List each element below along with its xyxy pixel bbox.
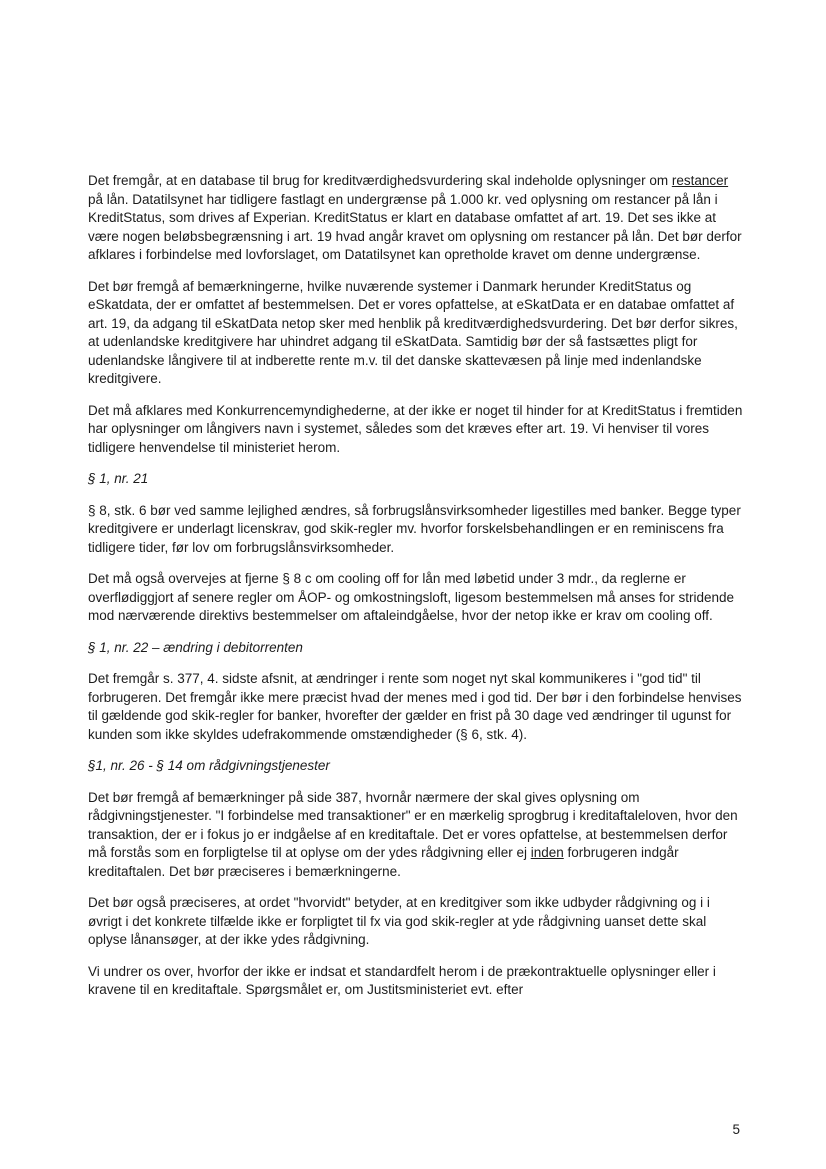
text-run: Det fremgår s. 377, 4. sidste afsnit, at ændringer i rente som noget nyt skal kommunikeres i "god tid" til forbrugeren. Det fremgår ikke mere præcist hvad der menes med i god tid. Der bør i den forbindelse henvises til gældende god skik-regler for banker, hvorefter der gælder en frist på 30 dage ved ændringer til ugunst for kunden som ikke skyldes udefrakommende omstændigheder (§ 6, stk. 4).	[88, 671, 742, 742]
text-run: § 8, stk. 6 bør ved samme lejlighed ændres, så forbrugslånsvirksomheder ligestilles med banker. Begge typer kreditgivere er underlagt licenskrav, god skik-regler mv. hvorfor forskelsbehandlingen er en reminiscens fra tidligere tider, før lov om forbrugslånsvirksomheder.	[88, 502, 741, 555]
paragraph	[88, 963, 744, 1000]
text-run: Det må også overvejes at fjerne § 8 c om cooling off for lån med løbetid under 3 mdr., da reglerne er overflødiggjort af senere regler om ÅOP- og omkostningsloft, ligesom bestemmelsen må anses for stridende mod nærværende direktivs bestemmelser om aftaleindgåelse, hvor der netop ikke er krav om cooling off.	[88, 571, 735, 623]
page-number: 5	[732, 1122, 740, 1137]
text-run: Det fremgår, at en database til brug for kreditværdighedsvurdering skal indeholde oplysninger om	[88, 173, 672, 188]
text-run: § 1, nr. 21	[88, 471, 149, 486]
text-run: forbrugeren indgår kreditaftalen. Det bør præciseres i bemærkningerne.	[88, 845, 679, 879]
paragraph	[88, 402, 744, 458]
paragraph	[88, 894, 744, 950]
text-run: Det bør også præciseres, at ordet "hvorvidt" betyder, at en kreditgiver som ikke udbyder rådgivning og i i øvrigt i det konkrete tilfælde ikke er forpligtet til fx via god skik-regler at yde rådgivning uanset dette skal oplyse lånansøger, at der ikke ydes rådgivning.	[88, 895, 710, 947]
paragraph	[88, 789, 744, 882]
text-run: Vi undrer os over, hvorfor der ikke er indsat et standardfelt herom i de prækontraktuelle oplysninger eller i kravene til en kreditaftale. Spørgsmålet er, om Justitsministeriet evt. efter	[88, 963, 716, 997]
underlined-term: restancer	[671, 173, 729, 188]
paragraph	[88, 172, 744, 265]
text-run: på lån. Datatilsynet har tidligere fastlagt en undergrænse på 1.000 kr. ved oplysning om restancer på lån i KreditStatus, som drives af Experian. KreditStatus er klart en database omfattet af art. 19. Det ses ikke at være nogen beløbsbegrænsning i art. 19 hvad angår kravet om oplysning om restancer på lån. Det bør derfor afklares i forbindelse med lovforslaget, om Datatilsynet kan opretholde kravet om denne undergrænse.	[88, 191, 742, 262]
text-run: Det bør fremgå af bemærkninger på side 387, hvornår nærmere der skal gives oplysning om rådgivningstjenester. "I forbindelse med transaktioner" er en mærkelig sprogbrug i kreditaftaleloven, hvor den transaktion, der er i fokus jo er indgåelse af en kreditaftale. Det er vores opfattelse, at bestemmelsen derfor må forstås som en forpligtelse til at oplyse om der ydes rådgivning eller ej	[88, 789, 738, 860]
paragraph	[88, 670, 744, 744]
text-run: Det må afklares med Konkurrencemyndighederne, at der ikke er noget til hinder for at KreditStatus i fremtiden har oplysninger om långivers navn i systemet, således som det kræves efter art. 19. Vi henviser til vores tidligere henvendelse til ministeriet herom.	[88, 402, 743, 455]
document-body	[88, 172, 744, 1013]
section-heading	[88, 757, 744, 776]
underlined-term: inden	[530, 845, 564, 860]
text-run: §1, nr. 26 - § 14 om rådgivningstjenester	[88, 758, 330, 773]
paragraph	[88, 570, 744, 626]
paragraph	[88, 502, 744, 558]
section-heading	[88, 639, 744, 658]
text-run: § 1, nr. 22 – ændring i debitorrenten	[88, 639, 303, 655]
paragraph	[88, 278, 744, 389]
text-run: Det bør fremgå af bemærkningerne, hvilke nuværende systemer i Danmark herunder KreditStatus og eSkatdata, der er omfattet af bestemmelsen. Det er vores opfattelse, at eSkatData er en databae omfattet af art. 19, da adgang til eSkatData netop sker med henblik på kreditværdighedsvurdering. Det bør derfor sikres, at udenlandske kreditgivere har uhindret adgang til eSkatData. Samtidig bør der så fastsættes pligt for udenlandske långivere til at indberette rente m.v. til det danske skattevæsen på linje med indenlandske kreditgivere.	[88, 278, 738, 386]
section-heading	[88, 470, 744, 489]
